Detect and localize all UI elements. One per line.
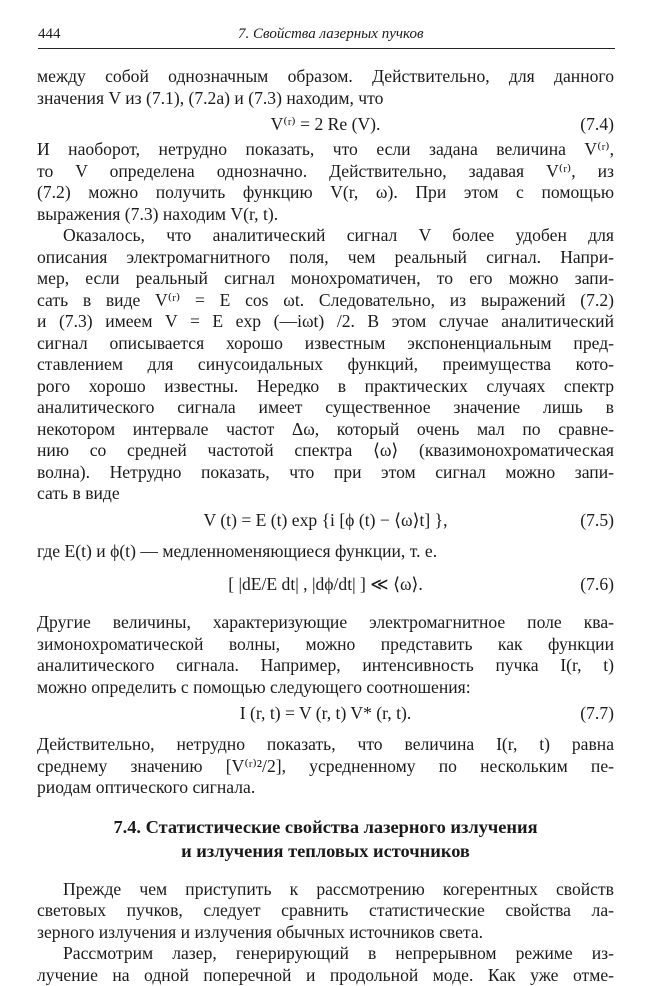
paragraph-7 — [37, 879, 614, 944]
text-line: И наоборот, нетрудно показать, что если задана величина V⁽ʳ⁾, — [37, 139, 614, 161]
running-title: 7. Свойства лазерных пучков — [238, 26, 423, 43]
spacer — [37, 863, 614, 879]
text-line: зимонохроматической волны, можно представить как функции — [37, 634, 614, 656]
text-line: сать в виде V⁽ʳ⁾ = E cos ωt. Следовательно, из выражений (7.2) — [37, 290, 614, 312]
text-line: можно определить с помощью следующего соотношения: — [37, 677, 614, 699]
text-line: волна). Нетрудно показать, что при этом сигнал можно запи- — [37, 462, 614, 484]
equation-number: (7.4) — [580, 109, 614, 139]
page-number: 444 — [38, 26, 61, 43]
text-line: Прежде чем приступить к рассмотрению когерентных свойств — [37, 879, 614, 901]
section-heading-line: и излучения тепловых источников — [37, 839, 614, 863]
equation-body: V⁽ʳ⁾ = 2 Re (V). — [271, 114, 381, 134]
equation-body: I (r, t) = V (r, t) V* (r, t). — [240, 703, 412, 723]
text-line: рого хорошо известны. Нередко в практических случаях спектр — [37, 376, 614, 398]
text-line: выражения (7.3) находим V(r, t). — [37, 204, 614, 226]
equation-number: (7.7) — [580, 698, 614, 728]
text-line: среднему значению [V⁽ʳ⁾²/2], усредненному по нескольким пе- — [37, 756, 614, 778]
text-line: ставлением для синусоидальных функций, преимущества кото- — [37, 354, 614, 376]
text-line: Действительно, нетрудно показать, что величина I(r, t) равна — [37, 734, 614, 756]
text-line: сигнал описывается хорошо известным экспоненциальным пред- — [37, 333, 614, 355]
text-line: аналитического сигнала имеет существенное значение лишь в — [37, 397, 614, 419]
text-line: значения V из (7.1), (7.2а) и (7.3) находим, что — [37, 88, 614, 110]
text-line: риодам оптического сигнала. — [37, 777, 614, 799]
text-line: Оказалось, что аналитический сигнал V более удобен для — [37, 225, 614, 247]
page-body — [37, 66, 614, 986]
equation-7-6 — [37, 562, 614, 606]
text-line: между собой однозначным образом. Действительно, для данного — [37, 66, 614, 88]
page-header — [38, 24, 615, 49]
text-line: зерного излучения и излучения обычных источников света. — [37, 922, 614, 944]
text-line: (7.2) можно получить функцию V(r, ω). При этом с помощью — [37, 182, 614, 204]
section-heading — [37, 815, 614, 863]
paragraph-6 — [37, 734, 614, 799]
spacer — [37, 799, 614, 815]
text-line: лучение на одной поперечной и продольной моде. Как уже отме- — [37, 965, 614, 986]
equation-body: V (t) = E (t) exp {i [ϕ (t) − ⟨ω⟩t] }, — [204, 510, 448, 530]
text-line: нию со средней частотой спектра ⟨ω⟩ (квазимонохроматическая — [37, 440, 614, 462]
paragraph-5 — [37, 612, 614, 698]
equation-7-7 — [37, 698, 614, 728]
text-line: некотором интервале частот Δω, который очень мал по сравне- — [37, 419, 614, 441]
equation-7-4 — [37, 109, 614, 139]
equation-number: (7.5) — [580, 505, 614, 535]
equation-body: [ |dE/E dt| , |dϕ/dt| ] ≪ ⟨ω⟩. — [228, 574, 423, 594]
text-line: мер, если реальный сигнал монохроматичен, то его можно запи- — [37, 268, 614, 290]
text-line: световых пучков, следует сравнить статистические свойства ла- — [37, 900, 614, 922]
text-line: где E(t) и ϕ(t) — медленноменяющиеся функции, т. е. — [37, 541, 614, 563]
text-line: то V определена однозначно. Действительно, задавая V⁽ʳ⁾, из — [37, 161, 614, 183]
text-line: и (7.3) имеем V = E exp (—iωt) /2. В этом случае аналитический — [37, 311, 614, 333]
text-line: Другие величины, характеризующие электромагнитное поле ква- — [37, 612, 614, 634]
paragraph-1 — [37, 66, 614, 109]
text-line: описания электромагнитного поля, чем реальный сигнал. Напри- — [37, 247, 614, 269]
paragraph-2 — [37, 139, 614, 225]
equation-number: (7.6) — [580, 562, 614, 606]
section-heading-line: 7.4. Статистические свойства лазерного излучения — [37, 815, 614, 839]
paragraph-8 — [37, 943, 614, 986]
text-line: Рассмотрим лазер, генерирующий в непрерывном режиме из- — [37, 943, 614, 965]
equation-7-5 — [37, 505, 614, 535]
text-line: аналитического сигнала. Например, интенсивность пучка I(r, t) — [37, 655, 614, 677]
text-line: сать в виде — [37, 483, 614, 505]
paragraph-3 — [37, 225, 614, 505]
paragraph-4 — [37, 541, 614, 563]
